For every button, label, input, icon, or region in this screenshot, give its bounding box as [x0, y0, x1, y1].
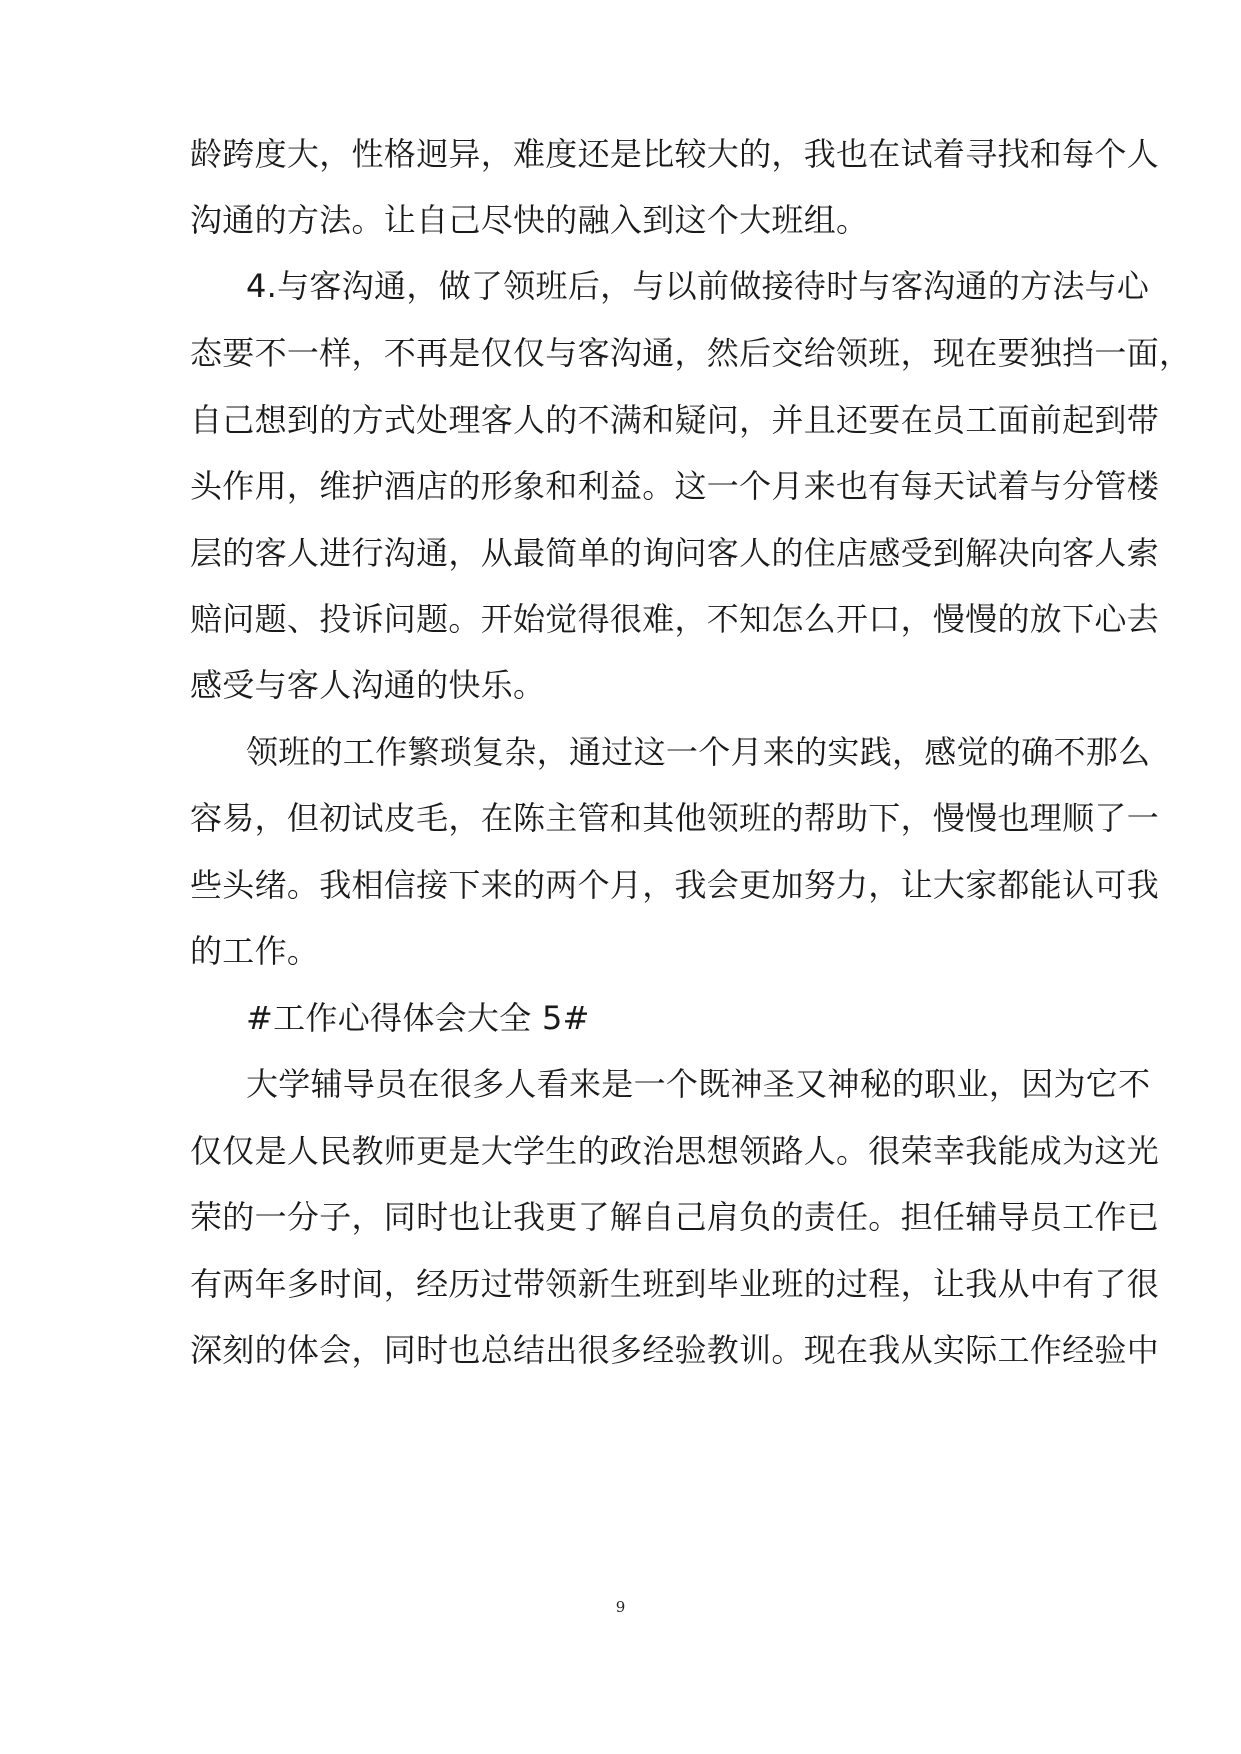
section-heading: #工作心得体会大全 5#	[246, 999, 590, 1037]
text-line: 感受与客人沟通的快乐。	[190, 666, 546, 704]
text-line: 的工作。	[190, 932, 320, 970]
text-line: 层的客人进行沟通，从最简单的询问客人的住店感受到解决向客人索	[190, 534, 1160, 572]
text-line: 沟通的方法。让自己尽快的融入到这个大班组。	[190, 201, 869, 239]
page-number: 9	[615, 1598, 626, 1616]
text-line: 荣的一分子，同时也让我更了解自己肩负的责任。担任辅导员工作已	[190, 1198, 1160, 1236]
text-line: 自己想到的方式处理客人的不满和疑问，并且还要在员工面前起到带	[190, 401, 1160, 439]
text-line: 有两年多时间，经历过带领新生班到毕业班的过程，让我从中有了很	[190, 1265, 1160, 1303]
text-line: 态要不一样，不再是仅仅与客沟通，然后交给领班，现在要独挡一面，	[190, 334, 1192, 372]
text-line: 仅仅是人民教师更是大学生的政治思想领路人。很荣幸我能成为这光	[190, 1132, 1160, 1170]
text-line: 龄跨度大，性格迥异，难度还是比较大的，我也在试着寻找和每个人	[190, 135, 1160, 173]
text-line: 赔问题、投诉问题。开始觉得很难，不知怎么开口，慢慢的放下心去	[190, 600, 1160, 638]
text-line: 容易，但初试皮毛，在陈主管和其他领班的帮助下，慢慢也理顺了一	[190, 799, 1160, 837]
text-line: 领班的工作繁琐复杂，通过这一个月来的实践，感觉的确不那么	[246, 733, 1151, 771]
text-line: 些头绪。我相信接下来的两个月，我会更加努力，让大家都能认可我	[190, 866, 1160, 904]
text-line: 大学辅导员在很多人看来是一个既神圣又神秘的职业，因为它不	[246, 1065, 1151, 1103]
text-line: 4.与客沟通，做了领班后，与以前做接待时与客沟通的方法与心	[246, 267, 1150, 305]
text-line: 头作用，维护酒店的形象和利益。这一个月来也有每天试着与分管楼	[190, 467, 1160, 505]
text-line: 深刻的体会，同时也总结出很多经验教训。现在我从实际工作经验中	[190, 1331, 1160, 1369]
